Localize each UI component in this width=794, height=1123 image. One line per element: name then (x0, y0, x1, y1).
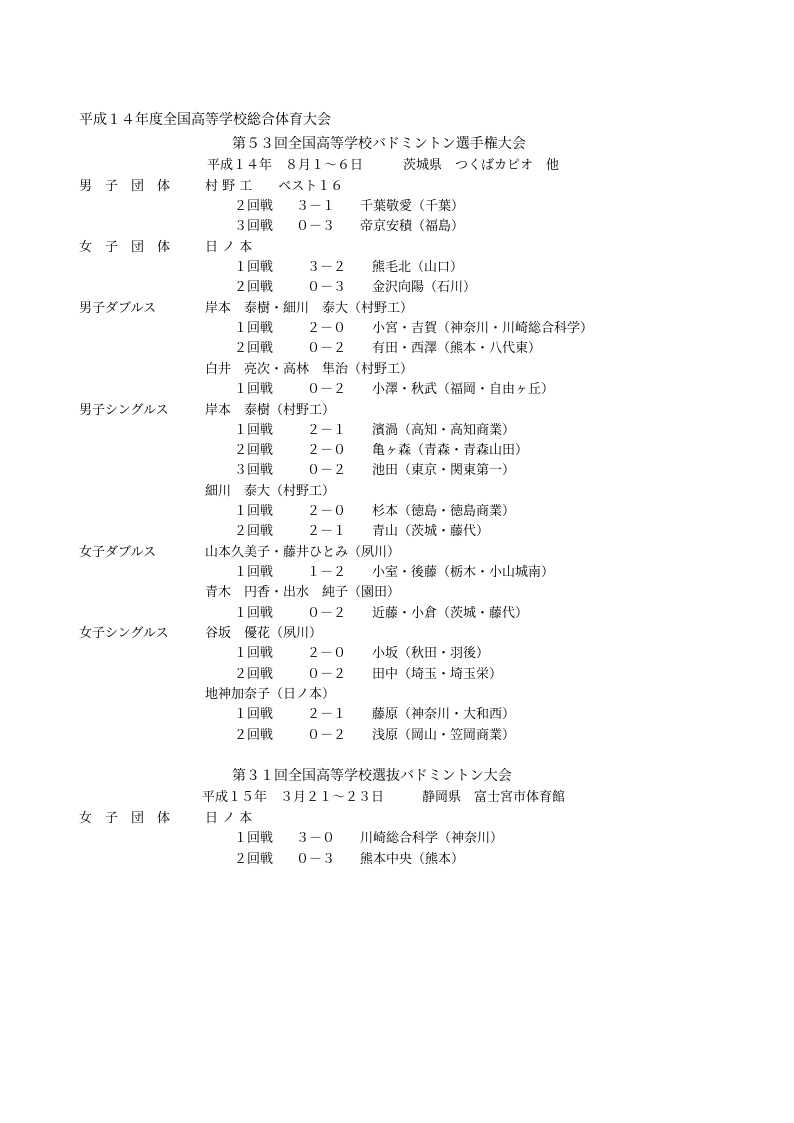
match-score: ０－３ (307, 280, 347, 295)
player-name: 地神加奈子（日ノ本） (205, 687, 336, 702)
category-label: 男子シングルス (79, 403, 169, 418)
document-title: 平成１４年度全国高等学校総合体育大会 (79, 112, 331, 128)
match-round: ２回戦 (234, 199, 274, 214)
player-name: 岸本 泰樹（村野工） (205, 403, 336, 418)
match-score: ３－２ (307, 260, 347, 275)
match-round: ２回戦 (234, 341, 274, 356)
match-round: １回戦 (234, 321, 274, 336)
match-opponent: 小宮・吉賀（神奈川・川崎総合科学） (372, 321, 594, 336)
match-opponent: 近藤・小倉（茨城・藤代） (372, 606, 529, 621)
match-opponent: 熊毛北（山口） (372, 260, 464, 275)
event1-name: 第５３回全国高等学校バドミントン選手権大会 (232, 136, 526, 152)
match-score: ０－２ (307, 728, 347, 743)
match-opponent: 池田（東京・関東第一） (372, 463, 516, 478)
match-round: １回戦 (234, 707, 274, 722)
match-round: ２回戦 (234, 280, 274, 295)
match-round: ２回戦 (234, 852, 274, 867)
match-score: ２－０ (307, 321, 347, 336)
player-name: 日 ノ 本 (205, 240, 253, 255)
match-opponent: 藤原（神奈川・大和西） (372, 707, 516, 722)
match-opponent: 金沢向陽（石川） (372, 280, 477, 295)
event1-dates: 平成１４年 ８月１～６日 (207, 158, 364, 173)
match-round: １回戦 (234, 504, 274, 519)
event2-name: 第３１回全国高等学校選抜バドミントン大会 (232, 768, 512, 784)
match-round: ２回戦 (234, 728, 274, 743)
category-label: 女 子 団 体 (79, 811, 171, 826)
player-name: 谷坂 優花（夙川） (205, 626, 323, 641)
match-score: ０－２ (307, 606, 347, 621)
event1-venue: 茨城県 つくばカピオ 他 (403, 158, 560, 173)
player-name: 青木 円香・出水 純子（園田） (205, 585, 401, 600)
match-round: １回戦 (234, 831, 274, 846)
match-opponent: 杉本（徳島・徳島商業） (372, 504, 516, 519)
match-score: ２－１ (307, 707, 347, 722)
category-label: 女 子 団 体 (79, 240, 171, 255)
match-score: ２－０ (307, 504, 347, 519)
match-round: １回戦 (234, 260, 274, 275)
match-opponent: 小室・後藤（栃木・小山城南） (372, 565, 555, 580)
match-score: ０－３ (296, 219, 336, 234)
match-opponent: 濱渦（高知・高知商業） (372, 423, 516, 438)
match-opponent: 熊本中央（熊本） (360, 852, 465, 867)
player-name: 白井 亮次・高林 隼治（村野工） (205, 362, 414, 377)
match-round: ２回戦 (234, 524, 274, 539)
match-round: ２回戦 (234, 667, 274, 682)
match-score: ２－０ (307, 646, 347, 661)
match-score: ２－０ (307, 443, 347, 458)
category-label: 女子シングルス (79, 626, 169, 641)
match-opponent: 田中（埼玉・埼玉栄） (372, 667, 503, 682)
match-score: ０－３ (296, 852, 336, 867)
match-score: ０－２ (307, 382, 347, 397)
player-name: 日 ノ 本 (205, 811, 253, 826)
match-opponent: 浅原（岡山・笠岡商業） (372, 728, 516, 743)
match-opponent: 青山（茨城・藤代） (372, 524, 490, 539)
match-score: ０－２ (307, 341, 347, 356)
match-opponent: 小澤・秋武（福岡・自由ヶ丘） (372, 382, 555, 397)
player-name: 岸本 泰樹・細川 泰大（村野工） (205, 301, 414, 316)
match-score: ２－１ (307, 423, 347, 438)
match-opponent: 亀ヶ森（青森・青森山田） (372, 443, 529, 458)
match-round: ３回戦 (234, 219, 274, 234)
match-round: １回戦 (234, 565, 274, 580)
match-score: ０－２ (307, 667, 347, 682)
match-opponent: 帝京安積（福島） (360, 219, 465, 234)
match-round: ２回戦 (234, 443, 274, 458)
match-round: １回戦 (234, 606, 274, 621)
match-opponent: 有田・西澤（熊本・八代東） (372, 341, 542, 356)
match-opponent: 川崎総合科学（神奈川） (360, 831, 504, 846)
match-score: １－２ (307, 565, 347, 580)
category-label: 男 子 団 体 (79, 179, 171, 194)
match-round: ３回戦 (234, 463, 274, 478)
match-score: ０－２ (307, 463, 347, 478)
player-name: 村 野 工 ベスト１６ (205, 179, 344, 194)
match-score: ２－１ (307, 524, 347, 539)
event2-venue: 静岡県 富士宮市体育館 (422, 790, 566, 805)
category-label: 女子ダブルス (79, 545, 157, 560)
match-round: １回戦 (234, 382, 274, 397)
match-score: ３－１ (296, 199, 336, 214)
match-round: １回戦 (234, 646, 274, 661)
player-name: 細川 泰大（村野工） (205, 484, 336, 499)
match-opponent: 千葉敬愛（千葉） (360, 199, 465, 214)
match-round: １回戦 (234, 423, 274, 438)
category-label: 男子ダブルス (79, 301, 157, 316)
event2-dates: 平成１５年 ３月２１～２３日 (202, 790, 385, 805)
match-opponent: 小坂（秋田・羽後） (372, 646, 490, 661)
player-name: 山本久美子・藤井ひとみ（夙川） (205, 545, 401, 560)
match-score: ３－０ (296, 831, 336, 846)
